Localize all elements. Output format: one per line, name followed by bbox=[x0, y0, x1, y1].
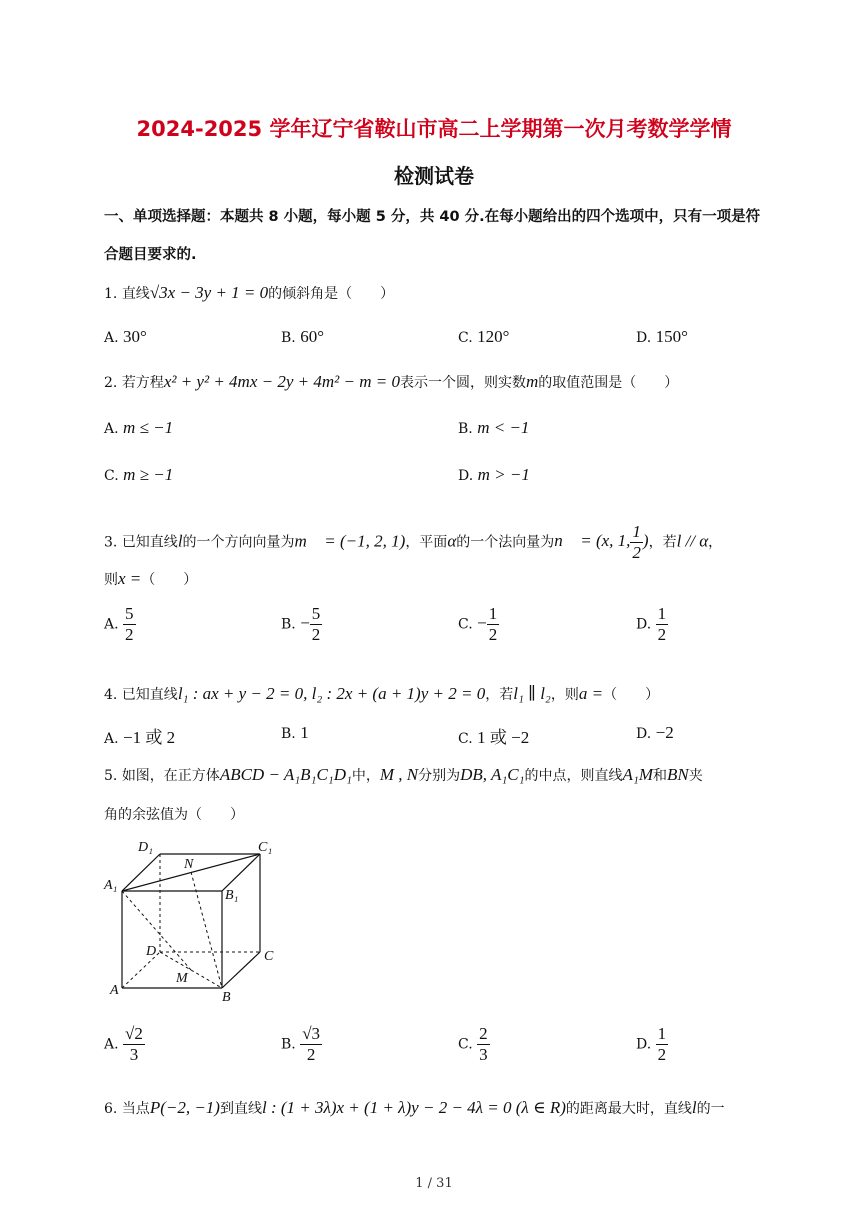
q4-option-d: D. −2 bbox=[636, 723, 674, 742]
section-heading-line1: 一、单项选择题：本题共 8 小题，每小题 5 分，共 40 分.在每小题给出的四个选项中，只有一项是符 bbox=[104, 209, 761, 225]
question-4: 4. 已知直线l₁ : ax + y − 2 = 0, l₂ : 2x + (a + 1)y + 2 = 0，若l₁ ∥ l₂，则a =（ ） bbox=[104, 684, 660, 703]
q3-m-vector: m⃗ = (−1, 2, 1) bbox=[294, 531, 406, 551]
q1-pre: 直线 bbox=[121, 286, 150, 302]
page-subtitle: 检测试卷 bbox=[394, 164, 474, 188]
q1-option-d: D. 150° bbox=[636, 327, 688, 346]
q1-option-b: B. 60° bbox=[281, 327, 325, 346]
q5-option-d: D. $\frac{1}{2}$ bbox=[636, 1024, 667, 1064]
question-5-line2: 角的余弦值为（ ） bbox=[104, 807, 244, 823]
section-heading-line2: 合题目要求的. bbox=[104, 247, 197, 263]
question-3: 3. 已知直线l的一个方向向量为m⃗ = (−1, 2, 1)，平面α的一个法向量为n⃗ = (x, 1, $\frac{1}{2}$ )，若l // α， bbox=[104, 522, 723, 562]
q4-option-a: A. −1 或 2 bbox=[104, 728, 176, 747]
q5-option-a: A. $\frac{√2}{3}$ bbox=[104, 1024, 143, 1064]
q3-option-c: C. − $\frac{1}{2}$ bbox=[458, 604, 498, 644]
q1-option-a: A. 30° bbox=[104, 327, 147, 346]
q3-option-a: A. $\frac{5}{2}$ bbox=[104, 604, 134, 644]
q4-equation: l₁ : ax + y − 2 = 0, l₂ : 2x + (a + 1)y + 2 = 0 bbox=[177, 684, 486, 703]
question-6: 6. 当点P(−2, −1)到直线l : (1 + 3λ)x + (1 + λ)y − 2 − 4λ = 0 (λ ∈ R)的距离最大时，直线l的一 bbox=[104, 1098, 725, 1117]
label-a: A bbox=[110, 983, 119, 998]
q3-n-vector: n⃗ = (x, 1, $\frac{1}{2}$ ) bbox=[554, 522, 649, 562]
cube-figure bbox=[100, 835, 290, 1007]
q2-equation: x² + y² + 4mx − 2y + 4m² − m = 0 bbox=[163, 372, 400, 391]
q1-option-c: C. 120° bbox=[458, 327, 510, 346]
q4-option-c: C. 1 或 −2 bbox=[458, 728, 530, 747]
label-m: M bbox=[176, 971, 188, 986]
question-5: 5. 如图，在正方体ABCD − A₁B₁C₁D₁中，M , N分别为DB, A₁C₁的中点，则直线A₁M和BN夹 bbox=[104, 765, 703, 784]
q6-equation: l : (1 + 3λ)x + (1 + λ)y − 2 − 4λ = 0 (λ ∈ R) bbox=[261, 1098, 566, 1117]
q3-option-d: D. $\frac{1}{2}$ bbox=[636, 604, 667, 644]
label-b1: B₁ bbox=[225, 888, 239, 903]
q2-option-b: B. m < −1 bbox=[458, 418, 530, 437]
q2-option-d: D. m > −1 bbox=[458, 465, 530, 484]
label-a1: A₁ bbox=[104, 878, 118, 893]
q2-option-a: A. m ≤ −1 bbox=[104, 418, 174, 437]
label-n: N bbox=[184, 857, 194, 872]
question-1 bbox=[104, 283, 394, 303]
label-c: C bbox=[264, 949, 274, 964]
q2-option-c: C. m ≥ −1 bbox=[104, 465, 174, 484]
q1-number: 1. bbox=[104, 286, 118, 302]
page-number: 1 / 31 bbox=[415, 1176, 453, 1191]
q3-option-b: B. − $\frac{5}{2}$ bbox=[281, 604, 321, 644]
q6-point: P(−2, −1) bbox=[149, 1098, 220, 1117]
q5-option-c: C. $\frac{2}{3}$ bbox=[458, 1024, 488, 1064]
q5-option-b: B. $\frac{√3}{2}$ bbox=[281, 1024, 321, 1064]
label-d: D bbox=[146, 944, 157, 959]
q1-post: 的倾斜角是（ ） bbox=[268, 286, 395, 302]
label-b: B bbox=[222, 990, 231, 1005]
question-3-line2: 则x =（ ） bbox=[104, 569, 198, 588]
q1-equation: √3x − 3y + 1 = 0 bbox=[149, 283, 269, 302]
label-d1: D₁ bbox=[138, 840, 153, 855]
question-2: 2. 若方程x² + y² + 4mx − 2y + 4m² − m = 0表示一个圆，则实数m的取值范围是（ ） bbox=[104, 372, 679, 391]
label-c1: C₁ bbox=[258, 840, 273, 855]
page-title: 2024-2025 学年辽宁省鞍山市高二上学期第一次月考数学学情 bbox=[136, 117, 732, 141]
q4-option-b: B. 1 bbox=[281, 723, 309, 742]
